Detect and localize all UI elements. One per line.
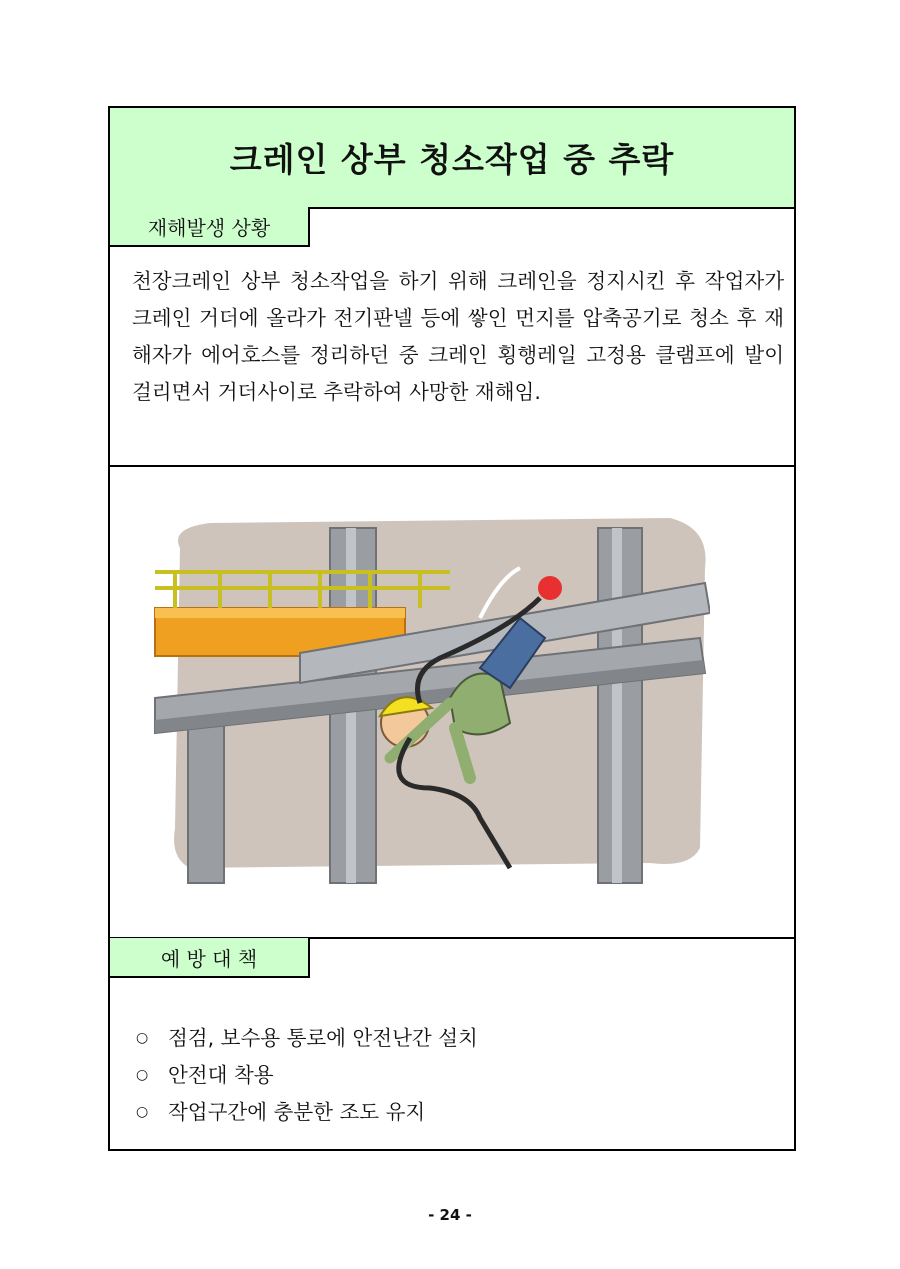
list-item-text: 점검, 보수용 통로에 안전난간 설치 — [168, 1026, 478, 1050]
list-item — [136, 1020, 478, 1057]
list-item — [136, 1057, 478, 1094]
accident-illustration — [150, 488, 710, 888]
divider — [110, 465, 794, 467]
situation-description: 천장크레인 상부 청소작업을 하기 위해 크레인을 정지시킨 후 작업자가 크레인 거더에 올라가 전기판넬 등에 쌓인 먼지를 압축공기로 청소 후 재해자가 에어호스를 정리하던 중 크레인 횡행레일 고정용 클램프에 발이 걸리면서 거더사이로 추락하여 사망한 재해임. — [132, 269, 784, 404]
bullet-icon: ○ — [136, 1067, 149, 1083]
prevention-list — [136, 1020, 478, 1131]
bullet-icon: ○ — [136, 1030, 149, 1046]
bullet-icon: ○ — [136, 1104, 149, 1120]
title-banner — [110, 108, 794, 209]
page-number: - 24 - — [428, 1206, 472, 1224]
prevention-heading: 예 방 대 책 — [110, 938, 310, 978]
list-item — [136, 1094, 478, 1131]
situation-heading: 재해발생 상황 — [110, 207, 310, 247]
page-title: 크레인 상부 청소작업 중 추락 — [229, 140, 675, 179]
list-item-text: 작업구간에 충분한 조도 유지 — [168, 1100, 426, 1124]
list-item-text: 안전대 착용 — [168, 1063, 274, 1087]
document-frame — [108, 106, 796, 1151]
